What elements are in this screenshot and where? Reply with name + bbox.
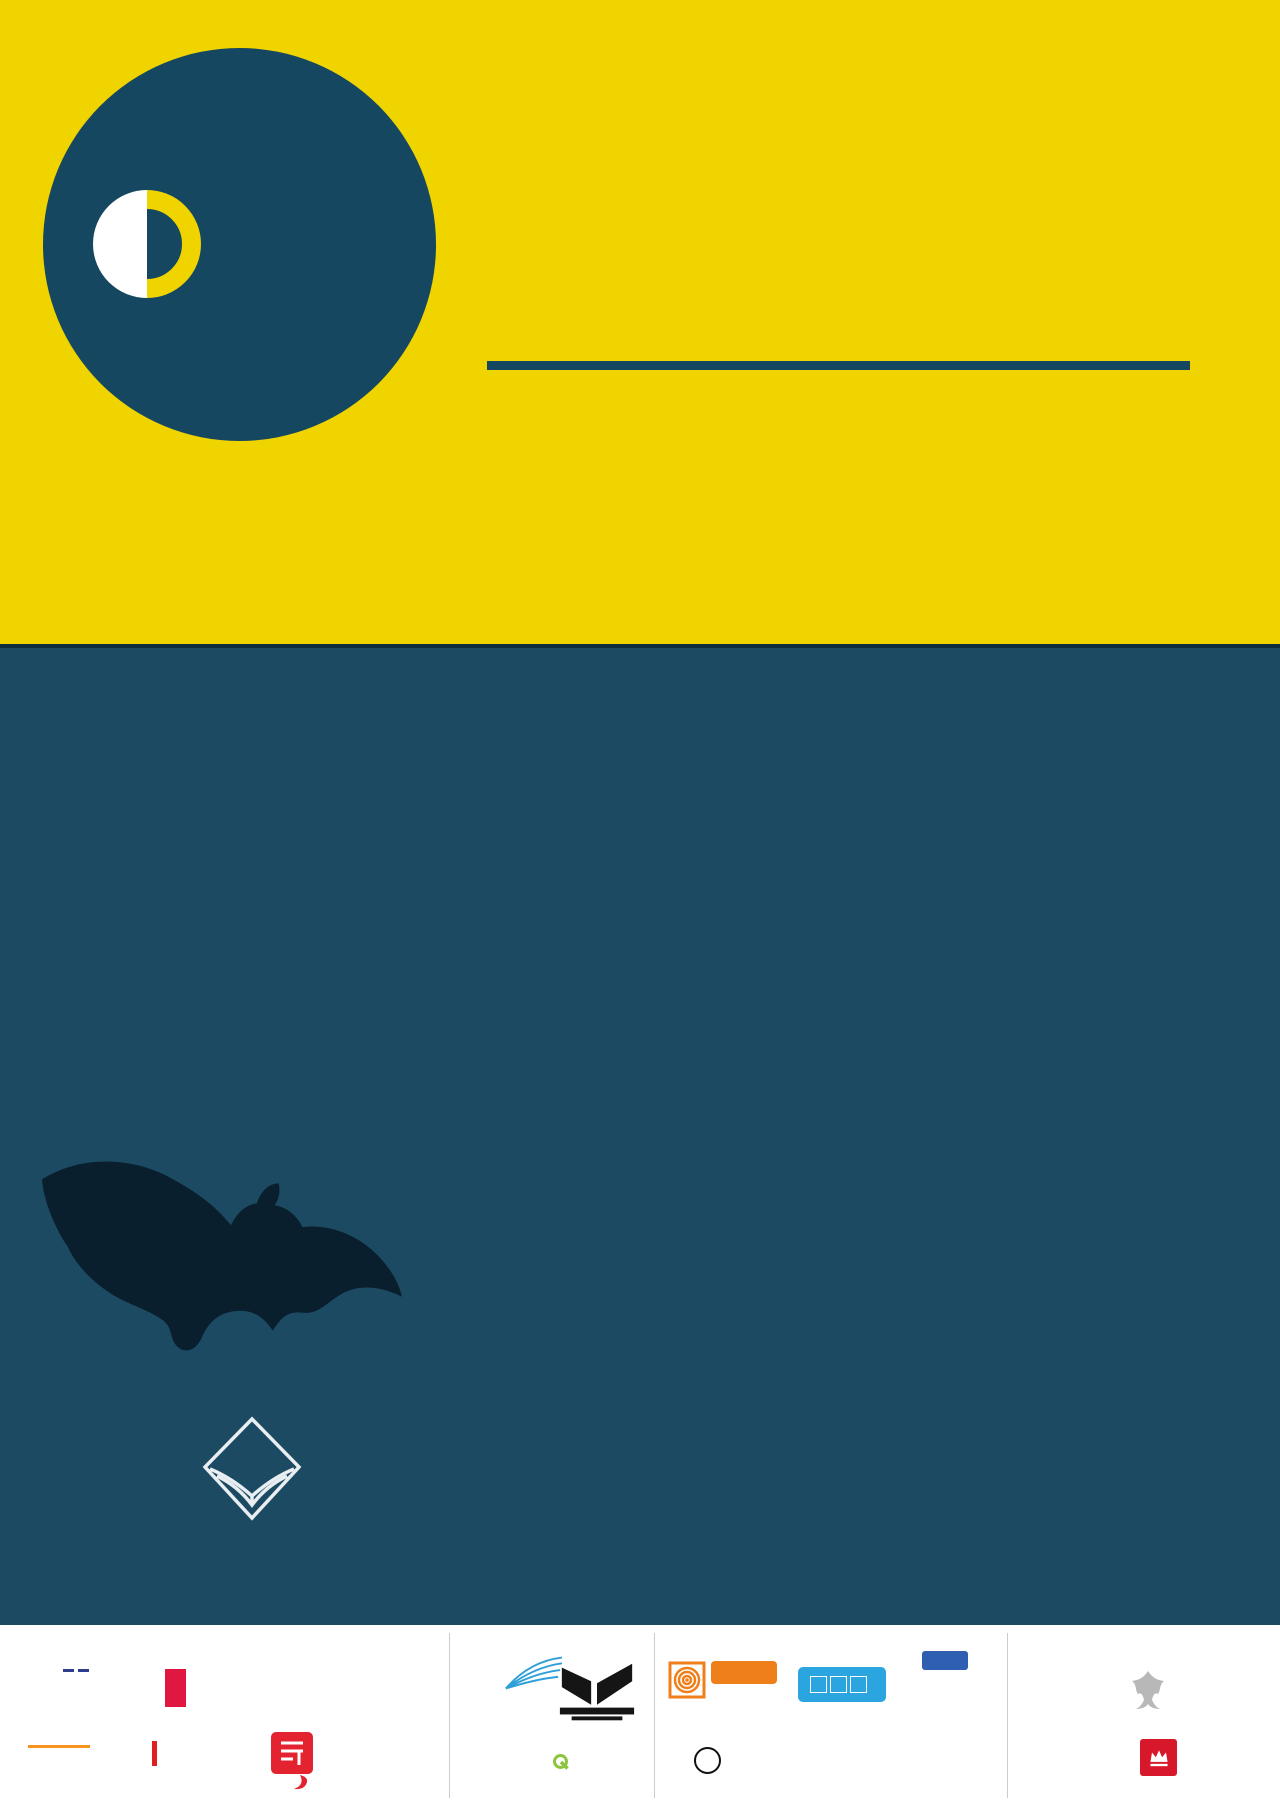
tvp1-logo — [798, 1667, 886, 1702]
top-band — [0, 0, 1280, 648]
bat-icon — [36, 1153, 404, 1358]
footer-divider — [449, 1633, 450, 1798]
diamond-book-icon — [202, 1416, 302, 1521]
frsi-logo — [28, 1737, 97, 1760]
crown-icon — [1145, 1744, 1173, 1772]
jedynka-logo — [668, 1661, 777, 1699]
nprc-logo — [358, 1737, 362, 1768]
radio-icon — [668, 1661, 706, 1699]
lustro-biblioteki-logo — [694, 1747, 727, 1774]
footer-divider — [1007, 1633, 1008, 1798]
biblioteka-narodowa-logo — [1140, 1739, 1186, 1776]
ceo-logo — [30, 1669, 122, 1683]
men-logo — [1130, 1669, 1174, 1713]
gazeta-red-block — [165, 1669, 186, 1707]
sponsors-footer — [0, 1625, 1280, 1811]
open-book-logo — [556, 1661, 638, 1723]
eagle-icon — [1130, 1669, 1166, 1713]
book-constellation — [0, 648, 1280, 1625]
ksiazki-logo — [152, 1741, 161, 1766]
night-section — [0, 648, 1280, 1625]
sbp-logo — [468, 1655, 558, 1715]
tvp-abc-logo — [922, 1651, 968, 1670]
clickmeeting-icon — [552, 1753, 570, 1771]
moon-icon — [93, 190, 201, 298]
gazeta-logo — [165, 1669, 191, 1707]
footer-divider — [654, 1633, 655, 1798]
noc-logo — [84, 178, 210, 298]
clickmeeting-logo — [552, 1753, 573, 1771]
instytut-ksiazki-logo — [270, 1731, 316, 1793]
title-underline — [487, 361, 1190, 370]
sbp-fan-icon — [504, 1655, 562, 1691]
